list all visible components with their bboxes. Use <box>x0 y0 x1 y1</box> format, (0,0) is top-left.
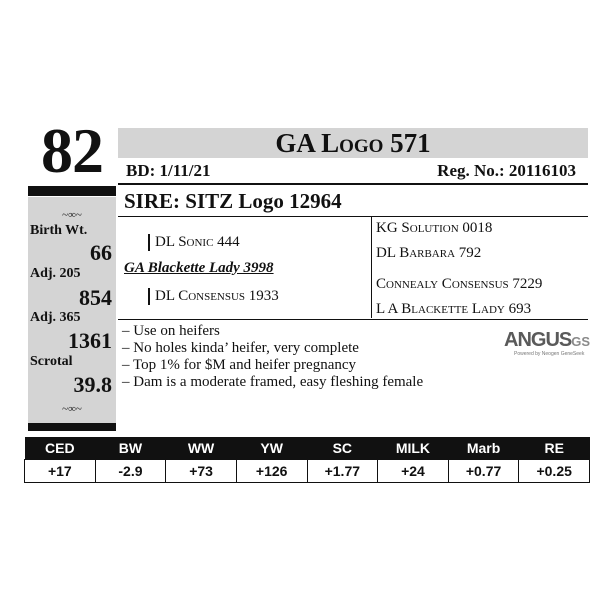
pedigree-connector <box>148 234 150 251</box>
epd-header-cell: SC <box>307 437 378 460</box>
epd-header-cell: Marb <box>448 437 519 460</box>
sire-line: SIRE: SITZ Logo 12964 <box>124 189 342 213</box>
note-item: – No holes kinda’ heifer, very complete <box>122 340 359 356</box>
logo-suffix: GS <box>571 334 591 349</box>
epd-table <box>24 437 590 483</box>
epd-value-cell: +0.77 <box>448 460 519 483</box>
note-item: – Top 1% for $M and heifer pregnancy <box>122 357 357 373</box>
epd-header-cell: RE <box>519 437 590 460</box>
epd-value-cell: +126 <box>236 460 307 483</box>
performance-sidebar <box>28 197 116 423</box>
epd-value-cell: +24 <box>378 460 449 483</box>
stat-label: Scrotal <box>30 354 73 369</box>
stat-value: 1361 <box>68 328 112 353</box>
pedigree-right-entry: KG Solution 0018 <box>376 220 493 236</box>
divider-line <box>118 183 588 185</box>
logo-word: ANGUS <box>504 329 572 351</box>
divider-bar <box>28 186 116 196</box>
pedigree-connector <box>148 288 150 305</box>
ornament-top: ~∞~ <box>62 209 82 221</box>
epd-value-cell: +17 <box>25 460 96 483</box>
notes-list <box>122 323 423 391</box>
note-item: – Use on heifers <box>122 323 220 339</box>
epd-value-row <box>25 460 590 483</box>
pedigree-right-entry: Connealy Consensus 7229 <box>376 276 543 292</box>
stat-value: 39.8 <box>73 372 112 397</box>
angus-gs-logo <box>504 329 591 364</box>
stat-value: 854 <box>79 285 112 310</box>
stat-label: Adj. 205 <box>30 266 81 281</box>
ornament-bottom: ~∞~ <box>62 403 82 415</box>
animal-name: GA Logo 571 <box>275 128 431 158</box>
epd-value-cell: -2.9 <box>95 460 166 483</box>
pedigree-dam-sire: DL Consensus 1933 <box>155 288 279 304</box>
epd-value-cell: +1.77 <box>307 460 378 483</box>
pedigree-divider <box>371 217 372 318</box>
epd-header-row <box>25 437 590 460</box>
stat-value: 66 <box>90 240 112 265</box>
birth-date: BD: 1/11/21 <box>126 161 211 180</box>
pedigree-sire-sire: DL Sonic 444 <box>155 234 240 250</box>
logo-tagline: Powered by Neogen GeneSeek <box>514 351 585 357</box>
epd-value-cell: +0.25 <box>519 460 590 483</box>
epd-header-cell: CED <box>25 437 96 460</box>
stat-label: Adj. 365 <box>30 310 81 325</box>
note-item: – Dam is a moderate framed, easy fleshing female <box>122 374 424 390</box>
epd-value-cell: +73 <box>166 460 237 483</box>
epd-header-cell: BW <box>95 437 166 460</box>
epd-header-cell: MILK <box>378 437 449 460</box>
pedigree-right-entry: L A Blackette Lady 693 <box>376 301 532 317</box>
epd-header-cell: WW <box>166 437 237 460</box>
divider-bar <box>28 423 116 431</box>
epd-header-cell: YW <box>236 437 307 460</box>
registration-number: Reg. No.: 20116103 <box>437 161 576 180</box>
stat-label: Birth Wt. <box>30 223 88 238</box>
pedigree-dam: GA Blackette Lady 3998 <box>124 260 274 276</box>
pedigree-right-entry: DL Barbara 792 <box>376 245 482 261</box>
lot-number: 82 <box>41 115 103 186</box>
